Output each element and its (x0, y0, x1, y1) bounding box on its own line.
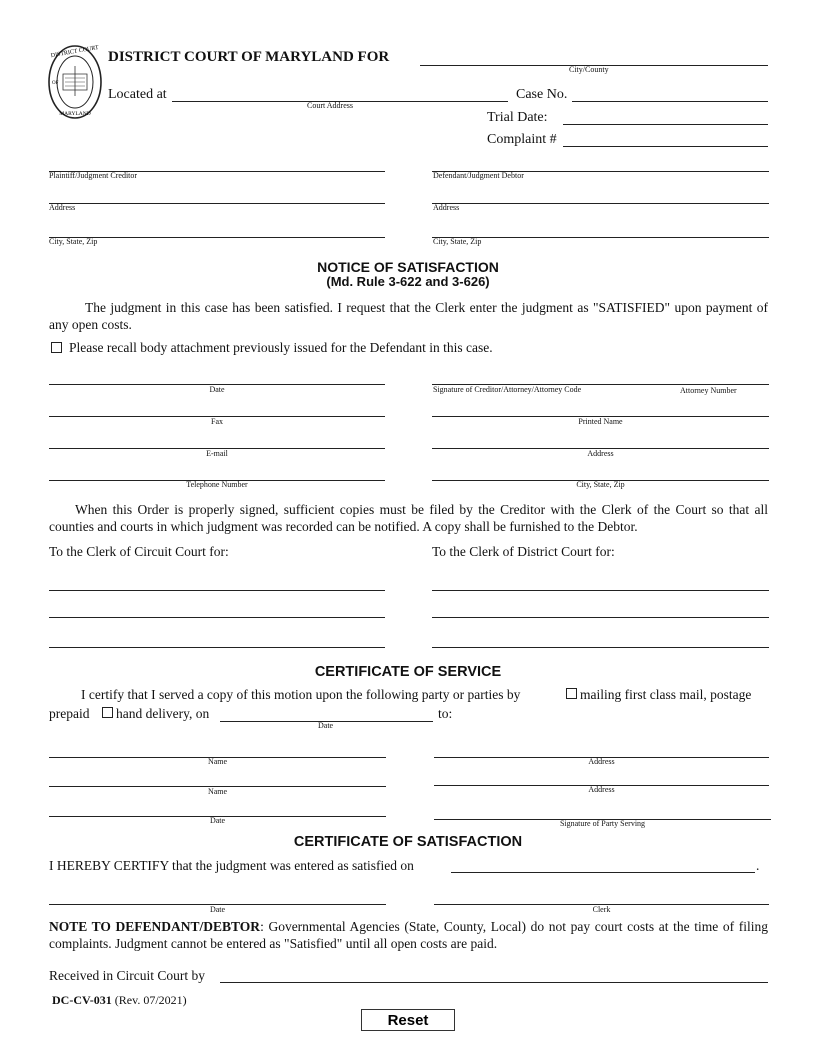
case-no-label: Case No. (516, 87, 568, 102)
plaintiff-city-field[interactable] (49, 223, 385, 238)
defendant-field[interactable] (432, 157, 769, 172)
notice-title: NOTICE OF SATISFACTION (317, 259, 499, 275)
satisfaction-period: . (756, 858, 760, 873)
plaintiff-address-label: Address (49, 203, 76, 212)
note-heading: NOTE TO DEFENDANT/DEBTOR (49, 919, 261, 934)
plaintiff-city-label: City, State, Zip (49, 237, 98, 246)
received-label: Received in Circuit Court by (49, 968, 205, 983)
date-label: Date (209, 385, 225, 394)
plaintiff-label: Plaintiff/Judgment Creditor (49, 171, 138, 180)
service-signature-label: Signature of Party Serving (559, 819, 646, 828)
printed-name-label: Printed Name (578, 417, 623, 426)
circuit-court-label: To the Clerk of Circuit Court for: (49, 544, 229, 559)
court-title: DISTRICT COURT OF MARYLAND FOR (108, 49, 390, 65)
district-court-line-1[interactable] (432, 576, 769, 591)
city-county-field[interactable] (420, 51, 768, 66)
note-to-debtor (49, 918, 768, 952)
fax-label: Fax (211, 417, 223, 426)
court-address-label: Court Address (307, 101, 353, 110)
circuit-court-line-3[interactable] (49, 633, 385, 648)
service-title: CERTIFICATE OF SERVICE (314, 664, 502, 680)
defendant-address-label: Address (433, 203, 460, 212)
service-name-1-field[interactable] (49, 743, 386, 758)
satisfaction-date-field[interactable] (451, 858, 755, 873)
notice-paragraph: The judgment in this case has been satisfied. I request that the Clerk enter the judgment as "SATISFIED" upon payment of any open costs. (49, 300, 768, 332)
creditor-city-field[interactable] (432, 466, 769, 481)
clerk-signature-field[interactable] (434, 890, 769, 905)
reset-button[interactable]: Reset (361, 1009, 455, 1031)
date-field[interactable] (49, 370, 385, 385)
received-by-field[interactable] (220, 968, 768, 983)
service-address-1-label: Address (588, 757, 615, 766)
form-code: DC-CV-031 (Rev. 07/2021) (52, 993, 187, 1007)
mailing-label: mailing first class mail, postage (580, 687, 752, 702)
note-text: : Governmental Agencies (State, County, Local) do not pay court costs at the time of filing complaints. Judgment cannot be entered as "Satisfied" until all open costs are paid. (49, 919, 768, 951)
hand-delivery-checkbox[interactable] (102, 707, 113, 718)
court-address-field[interactable] (172, 87, 508, 102)
circuit-court-line-1[interactable] (49, 576, 385, 591)
case-no-field[interactable] (572, 87, 768, 102)
service-address-2-field[interactable] (434, 771, 769, 786)
service-name-2-label: Name (207, 787, 228, 796)
telephone-label: Telephone Number (186, 480, 248, 489)
signature-field[interactable] (432, 370, 769, 385)
telephone-field[interactable] (49, 466, 385, 481)
fax-field[interactable] (49, 402, 385, 417)
hand-delivery-label: hand delivery, on (116, 706, 210, 721)
complaint-label: Complaint # (487, 132, 557, 147)
service-name-2-field[interactable] (49, 772, 386, 787)
plaintiff-address-field[interactable] (49, 189, 385, 204)
court-seal-logo (47, 44, 103, 120)
defendant-address-field[interactable] (432, 189, 769, 204)
trial-date-field[interactable] (563, 110, 768, 125)
service-address-1-field[interactable] (434, 743, 769, 758)
district-court-line-2[interactable] (432, 603, 769, 618)
signature-label: Signature of Creditor/Attorney/Attorney Code (433, 385, 582, 394)
svg-text:DISTRICT COURT: DISTRICT COURT (50, 44, 100, 60)
creditor-address-field[interactable] (432, 434, 769, 449)
trial-date-label: Trial Date: (487, 110, 548, 125)
district-court-label: To the Clerk of District Court for: (432, 544, 615, 559)
svg-text:OF: OF (52, 81, 59, 86)
defendant-city-label: City, State, Zip (433, 237, 482, 246)
svg-text:MARYLAND: MARYLAND (59, 111, 91, 117)
service-sign-date-label: Date (209, 816, 226, 825)
located-at-label: Located at (108, 87, 167, 102)
clerk-label: Clerk (592, 905, 611, 914)
service-text: I certify that I served a copy of this motion upon the following party or parties by (81, 687, 521, 702)
satisfaction-title: CERTIFICATE OF SATISFACTION (293, 834, 523, 850)
city-county-label: City/County (569, 65, 609, 74)
defendant-label: Defendant/Judgment Debtor (433, 171, 524, 180)
email-field[interactable] (49, 434, 385, 449)
notice-subtitle: (Md. Rule 3-622 and 3-626) (326, 274, 490, 289)
service-date-label: Date (318, 721, 334, 730)
service-signature-field[interactable] (434, 805, 771, 820)
defendant-city-field[interactable] (432, 223, 769, 238)
circuit-court-line-2[interactable] (49, 603, 385, 618)
district-court-line-3[interactable] (432, 633, 769, 648)
satisfaction-text: I HEREBY CERTIFY that the judgment was entered as satisfied on (49, 858, 414, 873)
recall-attachment-checkbox[interactable] (51, 342, 62, 353)
satisfaction-date-label: Date (209, 905, 226, 914)
plaintiff-field[interactable] (49, 157, 385, 172)
service-address-2-label: Address (588, 785, 615, 794)
service-date-field[interactable] (220, 707, 433, 722)
complaint-number-field[interactable] (563, 132, 768, 147)
order-paragraph: When this Order is properly signed, sufficient copies must be filed by the Creditor with the Clerk of the Court so that all counties and courts in which judgment was recorded can be notified. A copy shall be furnished to the Debtor. (49, 502, 768, 534)
creditor-address-label: Address (587, 449, 614, 458)
service-name-1-label: Name (207, 757, 228, 766)
prepaid-label: prepaid (49, 706, 90, 721)
recall-attachment-label: Please recall body attachment previously issued for the Defendant in this case. (69, 340, 493, 355)
satisfaction-date-line[interactable] (49, 890, 386, 905)
attorney-number-label: Attorney Number (680, 386, 737, 395)
service-sign-date-field[interactable] (49, 802, 386, 817)
creditor-city-label: City, State, Zip (576, 480, 625, 489)
mailing-checkbox[interactable] (566, 688, 577, 699)
to-label: to: (438, 706, 453, 721)
printed-name-field[interactable] (432, 402, 769, 417)
email-label: E-mail (206, 449, 228, 458)
